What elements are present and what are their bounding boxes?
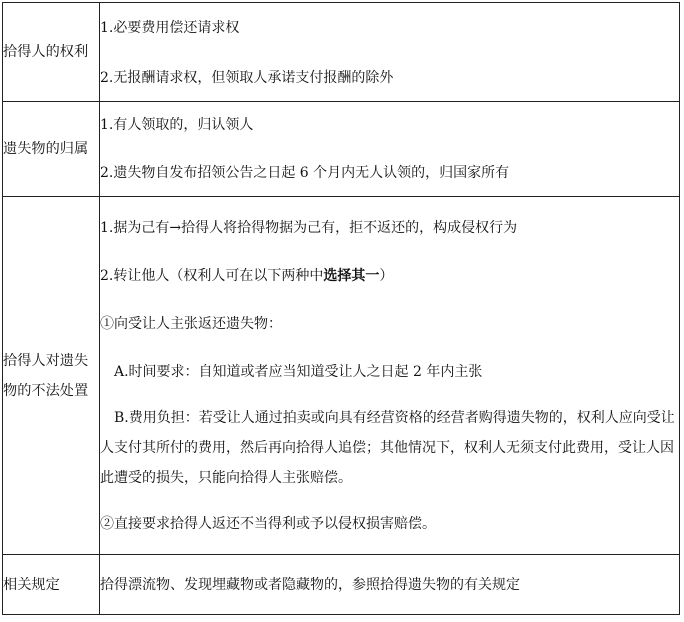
row-content xyxy=(100,197,680,555)
legal-table xyxy=(2,2,680,615)
content-line: 1.据为己有→拾得人将拾得物据为己有，拒不返还的，构成侵权行为 xyxy=(100,219,518,236)
row-content xyxy=(100,3,680,102)
content-line: 2.无报酬请求权，但领取人承诺支付报酬的除外 xyxy=(100,70,394,86)
content-line: 1.有人领取的，归认领人 xyxy=(100,117,254,133)
content-line: A.时间要求：自知道或者应当知道受让人之日起 2 年内主张 xyxy=(114,363,483,380)
row-content xyxy=(100,102,680,197)
table-row xyxy=(3,555,680,615)
line-text: ） xyxy=(379,267,394,284)
row-label: 相关规定 xyxy=(3,555,100,615)
table-row xyxy=(3,197,680,555)
content-line: 拾得漂流物、发现埋藏物或者隐藏物的，参照拾得遗失物的有关规定 xyxy=(100,576,520,593)
row-label: 拾得人的权利 xyxy=(3,3,100,102)
table-row xyxy=(3,102,680,197)
row-label: 拾得人对遗失物的不法处置 xyxy=(3,197,100,555)
content-line: 2.遗失物自发布招领公告之日起 6 个月内无人认领的，归国家所有 xyxy=(100,165,510,181)
row-content xyxy=(100,555,680,615)
line-text: 2.转让他人（权利人可在以下两种中 xyxy=(100,267,324,284)
row-label: 遗失物的归属 xyxy=(3,102,100,197)
content-paragraph: B.费用负担：若受让人通过拍卖或向具有经营资格的经营者购得遗失物的，权利人应向受让人支付其所付的费用，然后再向拾得人追偿；其他情况下，权利人无须支付此费用，受让人因此遭受的损失，只能向拾得人主张赔偿。 xyxy=(100,409,675,486)
emphasis-text: 选择其一 xyxy=(323,267,380,284)
content-line: 1.必要费用偿还请求权 xyxy=(100,20,240,36)
content-line: ②直接要求拾得人返还不当得利或予以侵权损害赔偿。 xyxy=(100,515,436,532)
content-line: ①向受让人主张返还遗失物： xyxy=(100,315,282,332)
content-line xyxy=(100,265,679,287)
table-row xyxy=(3,3,680,102)
